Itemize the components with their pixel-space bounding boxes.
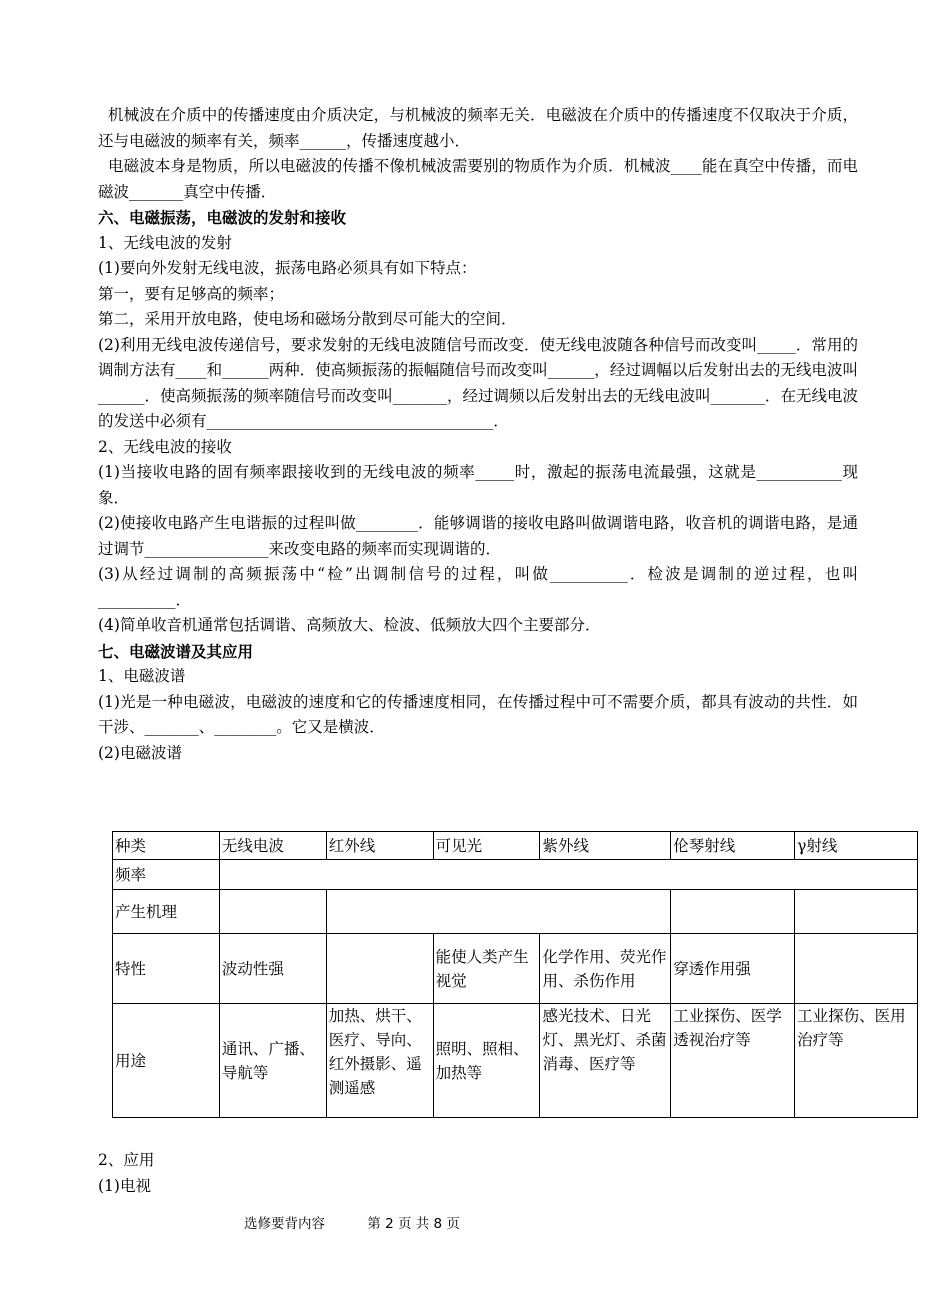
paragraph-reception-1: (1)当接收电路的固有频率跟接收到的无线电波的频率_____时，激起的振荡电流最强，这就是___________现象． — [98, 463, 858, 507]
paragraph-emission-second: 第二，采用开放电路，使电场和磁场分散到尽可能大的空间． — [98, 310, 517, 328]
subheading-reception: 2、无线电波的接收 — [98, 437, 232, 456]
mechanism-cell-2 — [326, 890, 671, 934]
use-radio: 通讯、广播、导航等 — [219, 1004, 326, 1118]
header-ultraviolet: 紫外线 — [540, 832, 671, 860]
mechanism-cell-3 — [671, 890, 795, 934]
paragraph-mechanical-speed: 机械波在介质中的传播速度由介质决定，与机械波的频率无关．电磁波在介质中的传播速度不仅取决于介质，还与电磁波的频率有关，频率______，传播速度越小． — [98, 106, 858, 150]
table-header-row — [113, 832, 918, 860]
subheading-application: 2、应用 — [98, 1151, 155, 1169]
header-visible: 可见光 — [433, 832, 540, 860]
row-label-use: 用途 — [113, 1004, 220, 1118]
paragraph-light: (1)光是一种电磁波，电磁波的速度和它的传播速度相同，在传播过程中可不需要介质，都具有波动的共性．如干涉、_______、________。它又是横波． — [98, 692, 858, 736]
header-infrared: 红外线 — [326, 832, 433, 860]
table-row-mechanism — [113, 890, 918, 934]
row-label-mechanism: 产生机理 — [113, 890, 220, 934]
use-xray: 工业探伤、医学透视治疗等 — [671, 1004, 795, 1118]
header-gamma: γ射线 — [795, 832, 918, 860]
row-label-property: 特性 — [113, 934, 220, 1004]
use-ultraviolet: 感光技术、日光灯、黑光灯、杀菌消毒、医疗等 — [540, 1004, 671, 1118]
paragraph-television: (1)电视 — [98, 1176, 151, 1195]
footer-doc-title: 选修要背内容 — [244, 1216, 325, 1232]
property-visible: 能使人类产生视觉 — [433, 934, 540, 1004]
property-infrared — [326, 934, 433, 1004]
document-body — [98, 103, 858, 766]
paragraph-emission-1: (1)要向外发射无线电波，振荡电路必须具有如下特点： — [98, 259, 477, 277]
subheading-spectrum: 1、电磁波谱 — [98, 667, 186, 685]
page-footer — [244, 1212, 498, 1232]
paragraph-emission-2: (2)利用无线电波传递信号，要求发射的无线电波随信号而改变．使无线电波随各种信号而改变叫_____．常用的调制方法有____和______两种．使高频振荡的振幅随信号而改变叫______，经过调幅以后发射出去的无线电波叫______．使高频振荡的频率随信号而改变叫_______，经过调频以后发射出去的无线电波叫_______．在无线电波的发送中必须有_____________________________________． — [98, 335, 858, 430]
row-label-frequency: 频率 — [113, 860, 220, 890]
mechanism-cell-1 — [219, 890, 326, 934]
paragraph-reception-2: (2)使接收电路产生电谐振的过程叫做________．能够调谐的接收电路叫做调谐电路，收音机的调谐电路，是通过调节________________来改变电路的频率而实现调谐的． — [98, 514, 858, 558]
use-infrared: 加热、烘干、医疗、导向、红外摄影、遥测遥感 — [326, 1004, 433, 1118]
property-gamma — [795, 934, 918, 1004]
table-row-use — [113, 1004, 918, 1118]
paragraph-medium: 电磁波本身是物质，所以电磁波的传播不像机械波需要别的物质作为介质．机械波____能在真空中传播，而电磁波_______真空中传播． — [98, 157, 858, 201]
header-radio: 无线电波 — [219, 832, 326, 860]
footer-page-number: 第 2 页 共 8 页 — [367, 1216, 460, 1232]
property-ultraviolet: 化学作用、荧光作用、杀伤作用 — [540, 934, 671, 1004]
mechanism-cell-4 — [795, 890, 918, 934]
header-xray: 伦琴射线 — [671, 832, 795, 860]
spectrum-table — [112, 831, 918, 1118]
property-radio: 波动性强 — [219, 934, 326, 1004]
heading-section-6: 六、电磁振荡，电磁波的发射和接收 — [98, 208, 347, 227]
paragraph-emission-first: 第一，要有足够高的频率； — [98, 284, 285, 303]
heading-section-7: 七、电磁波谱及其应用 — [98, 641, 254, 661]
use-visible: 照明、照相、加热等 — [433, 1004, 540, 1118]
use-gamma: 工业探伤、医用治疗等 — [795, 1004, 918, 1118]
applications-block — [98, 1148, 858, 1199]
table-row-property — [113, 934, 918, 1004]
frequency-cell — [219, 860, 917, 890]
property-xray: 穿透作用强 — [671, 934, 795, 1004]
paragraph-reception-3: (3)从经过调制的高频振荡中“检”出调制信号的过程，叫做__________．检波是调制的逆过程，也叫__________． — [98, 565, 858, 609]
paragraph-reception-4: (4)简单收音机通常包括调谐、高频放大、检波、低频放大四个主要部分． — [98, 616, 601, 634]
header-type: 种类 — [113, 832, 220, 860]
table-row-frequency — [113, 860, 918, 890]
subheading-emission: 1、无线电波的发射 — [98, 233, 232, 252]
paragraph-spectrum-label: (2)电磁波谱 — [98, 743, 182, 762]
